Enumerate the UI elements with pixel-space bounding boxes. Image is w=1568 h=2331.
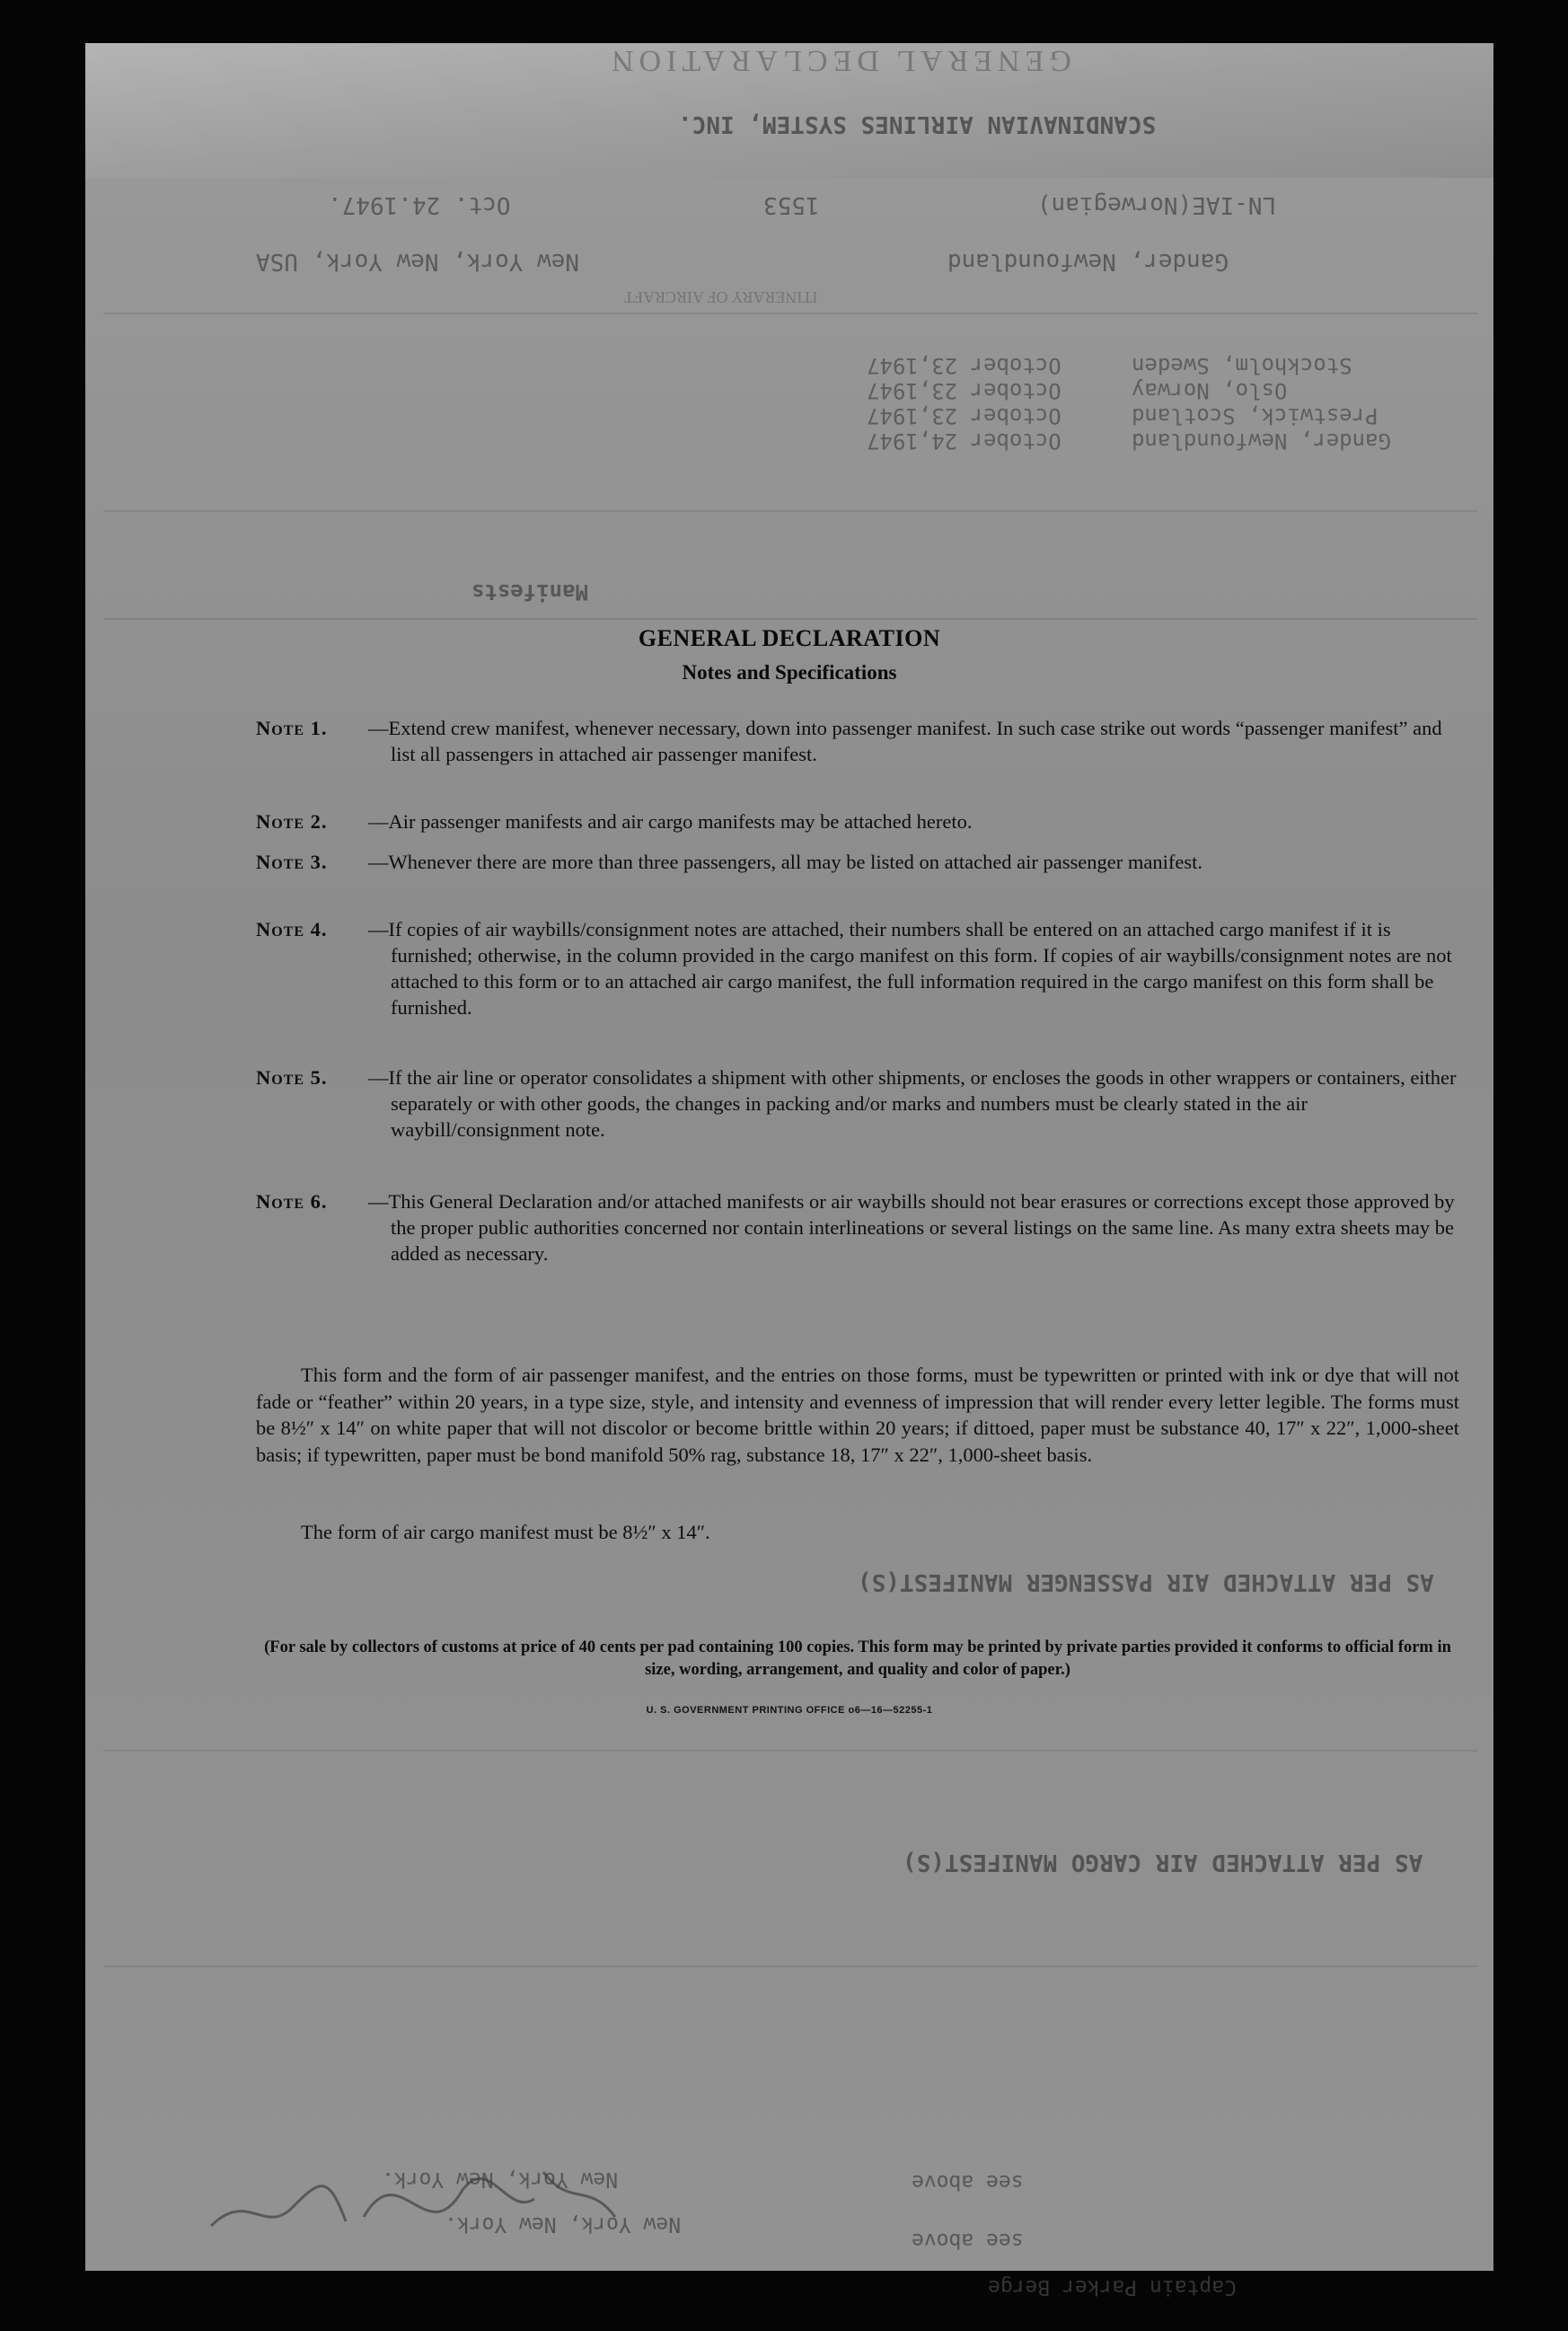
- note-text: —Whenever there are more than three passengers, all may be listed on attached air passenger manifest.: [368, 851, 1202, 873]
- bleed-arrival-point: New York, New York, USA: [256, 248, 580, 275]
- note-5: [256, 1064, 1459, 1143]
- bleed-itinerary-date: October 23,1947: [867, 403, 1061, 428]
- note-4: [256, 916, 1459, 1020]
- note-2: [256, 808, 1459, 834]
- note-text: —Air passenger manifests and air cargo manifests may be attached hereto.: [368, 810, 973, 833]
- note-label: Note 6.: [256, 1190, 328, 1213]
- note-text: —If the air line or operator consolidates a shipment with other shipments, or encloses the goods in other wrappers or containers, either separately or with other goods, the changes in packing and/or marks and numbers must be clearly stated in the air waybill/consignment note.: [368, 1066, 1457, 1141]
- bleed-itinerary-place: Stockholm, Sweden: [1132, 353, 1352, 378]
- bleed-cargo-stamp: AS PER ATTACHED AIR CARGO MANIFEST(S): [903, 1849, 1423, 1876]
- bleed-manifests: Manifests: [471, 579, 589, 605]
- note-label: Note 2.: [256, 810, 328, 833]
- bleed-itinerary-place: Prestwick, Scotland: [1132, 403, 1379, 428]
- note-1: [256, 715, 1459, 767]
- note-6: [256, 1188, 1459, 1267]
- bleed-date: Oct. 24.1947.: [328, 191, 511, 218]
- bleed-destined-to: New York, New York.: [382, 2168, 619, 2191]
- bleed-header: GENERAL DECLARATION: [606, 44, 1071, 77]
- bleed-itinerary-date: October 24,1947: [867, 428, 1061, 454]
- bleed-aircraft: LN-IAE(Norwegian): [1037, 191, 1277, 218]
- page-title: GENERAL DECLARATION: [638, 625, 941, 651]
- bleed-itinerary-date: October 23,1947: [867, 353, 1061, 378]
- note-label: Note 3.: [256, 851, 328, 873]
- gpo-imprint: U. S. GOVERNMENT PRINTING OFFICE o6—16—52255-1: [646, 1705, 933, 1716]
- bleed-passenger-stamp: AS PER ATTACHED AIR PASSENGER MANIFEST(S): [858, 1568, 1434, 1595]
- note-label: Note 5.: [256, 1066, 328, 1089]
- bleed-itinerary-date: October 23,1947: [867, 378, 1061, 403]
- document-sheet: [85, 43, 1493, 2299]
- note-label: Note 1.: [256, 717, 328, 739]
- bleed-itinerary-heading: ITINERARY OF AIRCRAFT: [624, 288, 818, 306]
- note-text: —If copies of air waybills/consignment notes are attached, their numbers shall be entered on an attached cargo manifest if it is furnished; otherwise, in the column provided in the cargo manifest on this form. If copies of air waybills/consignment notes are not attached to this form or to an attached air cargo manifest, the full information required in the cargo manifest on this form shall be furnished.: [368, 918, 1452, 1019]
- sale-note: (For sale by collectors of customs at price of 40 cents per pad containing 100 copies. This form may be printed by private parties provided it conforms to official form in size, wording, arrangement, and quality and color of paper.): [264, 1638, 1451, 1679]
- bleed-captain: Captain Parker Berge: [988, 2275, 1237, 2299]
- note-3: [256, 849, 1459, 875]
- bleed-operator: SCANDINAVIAN AIRLINES SYSTEM, INC.: [678, 110, 1157, 137]
- page-subtitle: Notes and Specifications: [682, 661, 897, 684]
- signature-scrawl: [193, 2136, 624, 2244]
- bleed-itinerary-place: Gander, Newfoundland: [1132, 428, 1391, 454]
- note-label: Note 4.: [256, 918, 328, 940]
- bleed-see-above: see above: [912, 2170, 1024, 2194]
- body-last-line: The form of air cargo manifest must be 8½″ x 14″.: [301, 1521, 710, 1543]
- bleed-destined-to-2: New York, New York.: [445, 2212, 682, 2236]
- bleed-departure-point: Gander, Newfoundland: [947, 248, 1229, 275]
- body-paragraph: This form and the form of air passenger manifest, and the entries on those forms, must be typewritten or printed with ink or dye that will not fade or “feather” within 20 years, in a type size, style, and intensity and evenness of impression that will render every letter legible. The forms must be 8½″ x 14″ on white paper that will not discolor or become brittle within 20 years; if dittoed, paper must be substance 40, 17″ x 22″, 1,000-sheet basis; if typewritten, paper must be bond manifold 50% rag, substance 18, 17″ x 22″, 1,000-sheet basis.: [256, 1364, 1459, 1466]
- bleed-itinerary-place: Oslo, Norway: [1132, 378, 1288, 403]
- note-text: —This General Declaration and/or attached manifests or air waybills should not bear erasures or corrections except those approved by the proper public authorities concerned nor contain interlineations or several listings on the same line. As many extra sheets may be added as necessary.: [368, 1190, 1455, 1265]
- bleed-see-above-2: see above: [912, 2229, 1024, 2252]
- note-text: —Extend crew manifest, whenever necessary, down into passenger manifest. In such case strike out words “passenger manifest” and list all passengers in attached air passenger manifest.: [368, 717, 1442, 765]
- bleed-flight-no: 1553: [763, 191, 820, 218]
